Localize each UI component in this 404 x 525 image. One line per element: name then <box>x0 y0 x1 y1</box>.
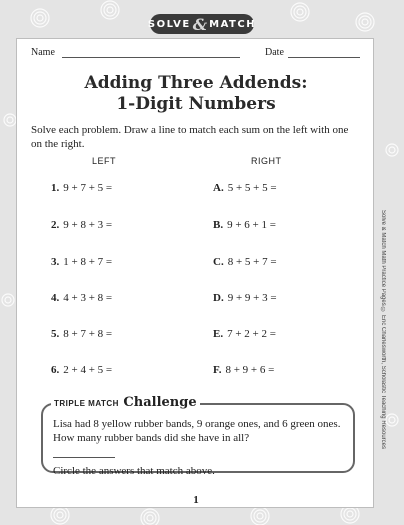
right-problem[interactable]: D. 9 + 9 + 3 = <box>213 292 277 304</box>
banner-ampersand: & <box>192 14 208 34</box>
challenge-text: Lisa had 8 yellow rubber bands, 9 orange ones, and 6 green ones. How many rubber bands did she have in all? <box>53 418 341 444</box>
right-problem[interactable]: E. 7 + 2 + 2 = <box>213 328 276 340</box>
date-line[interactable] <box>288 57 360 58</box>
page-title: Adding Three Addends: <box>84 73 308 93</box>
left-column-heading: LEFT <box>92 156 117 166</box>
side-credit: Solve & Match Math Practice Pages © Eric Charlesworth, Scholastic Teaching Resources <box>380 210 386 449</box>
left-problem[interactable]: 1. 9 + 7 + 5 = <box>51 182 113 194</box>
date-label: Date <box>265 47 284 58</box>
left-problem[interactable]: 5. 8 + 7 + 8 = <box>51 328 113 340</box>
page-number: 1 <box>193 494 199 506</box>
banner-match: MATCH <box>209 18 257 30</box>
challenge-label <box>51 393 200 411</box>
right-problem[interactable]: A. 5 + 5 + 5 = <box>213 182 277 194</box>
name-line[interactable] <box>62 57 240 58</box>
right-problem[interactable]: C. 8 + 5 + 7 = <box>213 256 277 268</box>
name-label: Name <box>31 47 55 58</box>
solve-match-banner <box>147 14 257 34</box>
worksheet-page <box>16 38 374 508</box>
right-problem[interactable]: F. 8 + 9 + 6 = <box>213 364 275 376</box>
left-problem[interactable]: 4. 4 + 3 + 8 = <box>51 292 113 304</box>
banner-solve: SOLVE <box>147 18 191 30</box>
challenge-label-big: Challenge <box>123 395 197 410</box>
left-problem[interactable]: 2. 9 + 8 + 3 = <box>51 219 113 231</box>
answer-line[interactable] <box>53 457 115 458</box>
left-problem[interactable]: 3. 1 + 8 + 7 = <box>51 256 113 268</box>
challenge-label-small: TRIPLE MATCH <box>54 399 119 408</box>
right-column-heading: RIGHT <box>251 156 282 166</box>
circle-instruction: Circle the answers that match above. <box>53 465 215 477</box>
challenge-box <box>41 403 355 477</box>
instructions: Solve each problem. Draw a line to match each sum on the left with one on the right. <box>31 124 349 150</box>
left-problem[interactable]: 6. 2 + 4 + 5 = <box>51 364 113 376</box>
page-subtitle: 1-Digit Numbers <box>116 94 276 114</box>
right-problem[interactable]: B. 9 + 6 + 1 = <box>213 219 276 231</box>
